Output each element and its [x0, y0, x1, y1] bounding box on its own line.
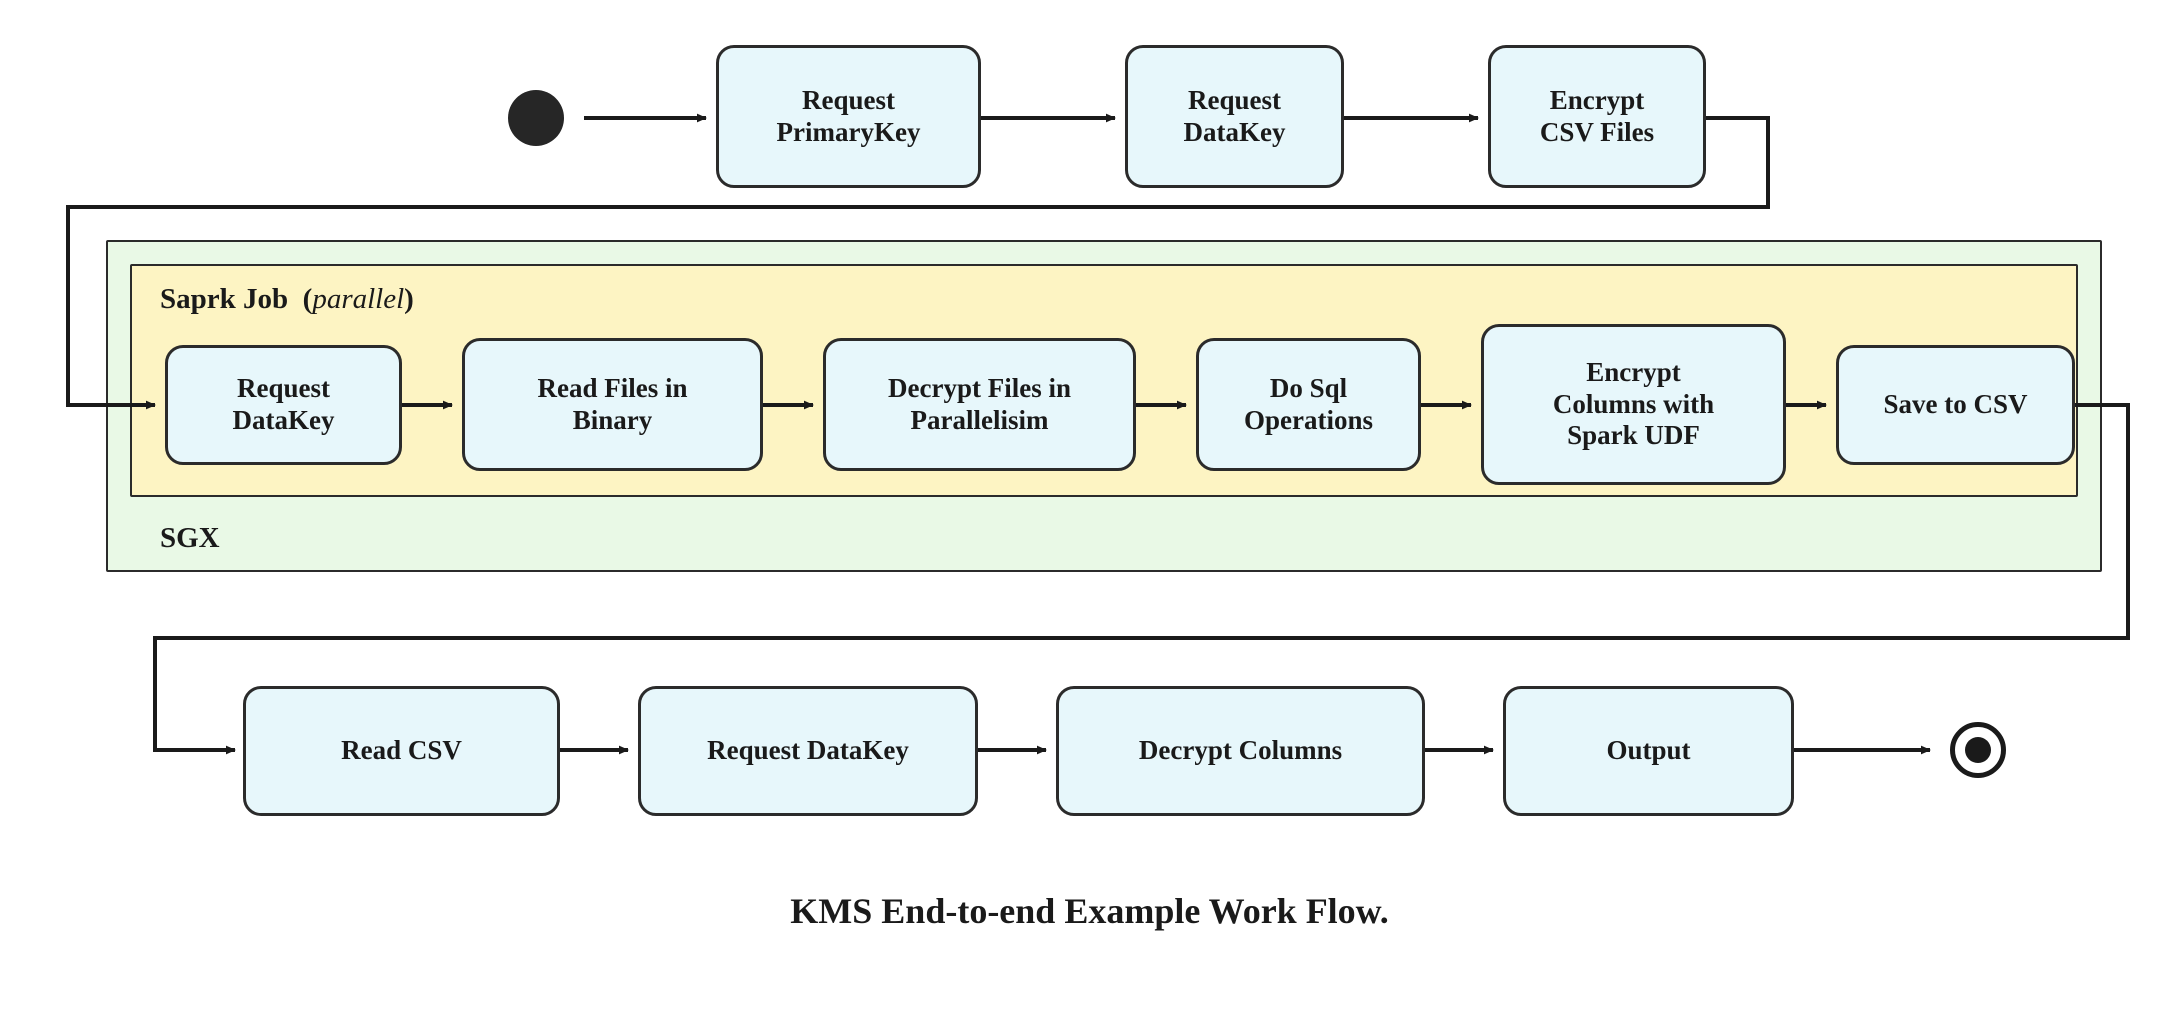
node-request-datakey-top-line1: Request [1187, 84, 1281, 115]
node-encrypt-columns-with-spark-udf-line2: Columns with [1552, 388, 1715, 419]
group-spark-job-modifier: parallel [312, 283, 405, 315]
node-read-csv-line1: Read CSV [341, 735, 462, 766]
node-decrypt-files-in-parallelisim[interactable] [823, 338, 1136, 471]
node-read-files-in-binary[interactable] [462, 338, 763, 471]
node-encrypt-csv-files-line1: Encrypt [1549, 84, 1645, 115]
node-encrypt-columns-with-spark-udf-line1: Encrypt [1586, 356, 1681, 387]
end-node [1950, 722, 2006, 778]
node-read-csv[interactable] [243, 686, 560, 816]
node-encrypt-csv-files[interactable] [1488, 45, 1706, 188]
group-spark-job-title: Saprk Job [160, 283, 289, 315]
node-request-datakey-bottom-line1: Request DataKey [707, 735, 909, 766]
node-save-to-csv[interactable] [1836, 345, 2075, 465]
node-request-primarykey-line1: Request [801, 84, 895, 115]
node-output[interactable] [1503, 686, 1794, 816]
node-do-sql-operations[interactable] [1196, 338, 1421, 471]
node-read-files-in-binary-line1: Read Files in [537, 372, 688, 403]
group-spark-job-label [160, 283, 414, 316]
node-output-line1: Output [1606, 735, 1691, 766]
node-encrypt-columns-with-spark-udf-line3: Spark UDF [1567, 420, 1700, 451]
node-request-datakey-spark-line2: DataKey [232, 405, 335, 435]
node-do-sql-operations-line2: Operations [1243, 404, 1373, 435]
node-read-files-in-binary-line2: Binary [572, 404, 653, 435]
node-request-datakey-top-line2: DataKey [1183, 116, 1286, 147]
start-node [508, 90, 564, 146]
group-spark-job-paren-close: ) [404, 283, 414, 315]
group-sgx-label: SGX [160, 522, 220, 554]
diagram-caption: KMS End-to-end Example Work Flow. [790, 891, 1389, 931]
group-spark-job-paren-open: ( [302, 283, 313, 315]
node-encrypt-csv-files-line2: CSV Files [1539, 116, 1655, 147]
node-save-to-csv-line1: Save to CSV [1883, 389, 2028, 420]
node-request-datakey-top[interactable] [1125, 45, 1344, 188]
node-encrypt-columns-with-spark-udf[interactable] [1481, 324, 1786, 485]
node-decrypt-columns[interactable] [1056, 686, 1425, 816]
node-decrypt-files-in-parallelisim-line2: Parallelisim [910, 404, 1049, 435]
node-decrypt-files-in-parallelisim-line1: Decrypt Files in [888, 372, 1071, 403]
node-request-primarykey[interactable] [716, 45, 981, 188]
node-request-datakey-bottom[interactable] [638, 686, 978, 816]
node-decrypt-columns-line1: Decrypt Columns [1138, 735, 1343, 766]
node-request-primarykey-line2: PrimaryKey [776, 116, 921, 147]
node-request-datakey-spark[interactable] [165, 345, 402, 465]
node-do-sql-operations-line1: Do Sql [1269, 372, 1348, 403]
node-request-datakey-spark-line1: Request [236, 373, 330, 404]
